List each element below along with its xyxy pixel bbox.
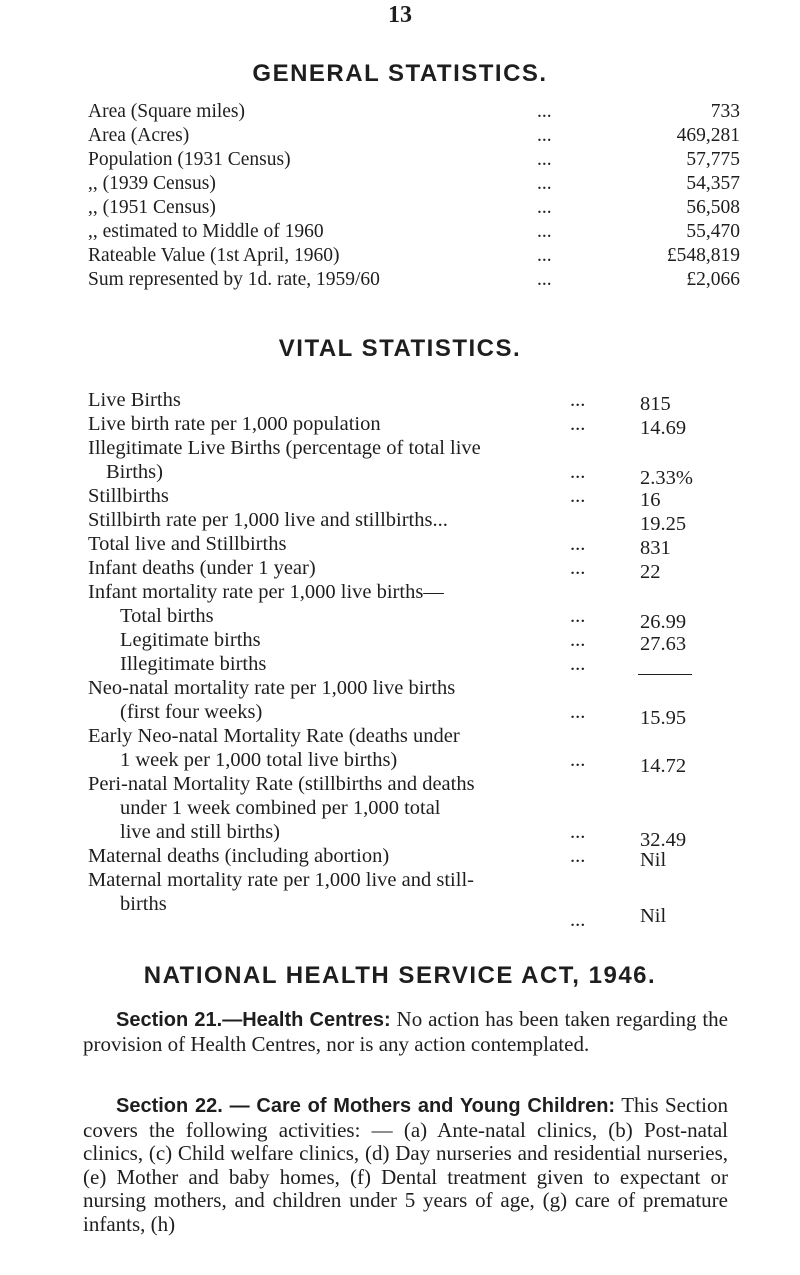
row-value: 32.49 <box>640 829 687 851</box>
table-row <box>0 820 800 851</box>
leader-dots: ... <box>537 125 552 146</box>
row-value: 55,470 <box>686 221 740 242</box>
table-row <box>0 676 800 700</box>
leader-dots: ... <box>570 413 586 435</box>
row-label: Illegitimate Live Births (percentage of total live <box>88 437 481 459</box>
leader-dots: ... <box>570 653 586 675</box>
table-row <box>0 844 800 871</box>
leader-dots: ... <box>537 101 552 122</box>
leader-dots: ... <box>570 533 586 555</box>
blank-value-dash <box>638 674 692 675</box>
table-row <box>0 724 800 748</box>
leader-dots: ... <box>570 629 586 651</box>
row-value: 16 <box>640 489 661 511</box>
row-label: Area (Square miles) <box>88 101 246 122</box>
row-value: 815 <box>640 393 671 415</box>
table-row <box>0 748 800 777</box>
row-value: 733 <box>710 101 740 122</box>
row-value: 54,357 <box>686 173 740 194</box>
row-value: £2,066 <box>686 269 740 290</box>
row-label: Total live and Stillbirths <box>88 533 287 555</box>
table-row <box>0 148 800 172</box>
row-value: 15.95 <box>640 707 687 729</box>
table-row <box>0 700 800 729</box>
section-21-text: No action has been taken regarding the provision of Health Centres, nor is any action contemplated. <box>83 1007 728 1056</box>
section-22-text: This Section covers the following activities: — (a) Ante-natal clinics, (b) Post-natal clinics, (c) Child welfare clinics, (d) Day nurseries and residential nurseries, (e) Mother and baby homes, (f) Dental treatment given to expectant or nursing mothers, and children under 5 years of age, (g) care of premature infants, (h) <box>83 1093 728 1236</box>
page-number: 13 <box>388 2 412 28</box>
leader-dots: ... <box>570 701 586 723</box>
table-row <box>0 772 800 796</box>
vital-statistics-heading: VITAL STATISTICS. <box>278 335 522 362</box>
row-label: Population (1931 Census) <box>88 149 291 170</box>
section-22-paragraph <box>83 1094 728 1236</box>
general-statistics-heading: GENERAL STATISTICS. <box>252 60 548 87</box>
row-label: Sum represented by 1d. rate, 1959/60 <box>88 269 380 290</box>
leader-dots: ... <box>570 461 586 483</box>
row-label: Infant deaths (under 1 year) <box>88 557 316 579</box>
row-label: births <box>120 893 167 915</box>
row-label: live and still births) <box>120 821 280 843</box>
section-21-heading: Section 21.—Health Centres: <box>116 1009 391 1031</box>
row-value: 56,508 <box>686 197 740 218</box>
row-label: Stillbirth rate per 1,000 live and stillbirths... <box>88 509 448 531</box>
table-row <box>0 892 800 931</box>
row-value: 57,775 <box>686 149 740 170</box>
table-row <box>0 556 800 583</box>
nhs-act-heading: NATIONAL HEALTH SERVICE ACT, 1946. <box>143 962 657 989</box>
leader-dots: ... <box>570 909 586 931</box>
table-row <box>0 220 800 244</box>
leader-dots: ... <box>537 149 552 170</box>
row-label: Maternal mortality rate per 1,000 live and still- <box>88 869 474 891</box>
table-row <box>0 796 800 820</box>
row-label: Births) <box>106 461 163 483</box>
table-row <box>0 868 800 892</box>
row-value: 19.25 <box>640 513 687 535</box>
section-22-heading: Section 22. — Care of Mothers and Young Children: <box>116 1095 616 1117</box>
leader-dots: ... <box>537 197 552 218</box>
table-row <box>0 460 800 489</box>
row-label: Live birth rate per 1,000 population <box>88 413 381 435</box>
leader-dots: ... <box>537 221 552 242</box>
row-label: Neo-natal mortality rate per 1,000 live births <box>88 677 456 699</box>
row-label: 1 week per 1,000 total live births) <box>120 749 398 771</box>
row-label: Infant mortality rate per 1,000 live births— <box>88 581 444 603</box>
row-value: 27.63 <box>640 633 687 655</box>
table-row <box>0 244 800 268</box>
row-label: (first four weeks) <box>120 701 263 723</box>
row-value: 14.72 <box>640 755 687 777</box>
row-value: Nil <box>640 905 667 927</box>
table-row <box>0 532 800 559</box>
row-value: 22 <box>640 561 661 583</box>
table-row <box>0 628 800 655</box>
table-row <box>0 604 800 633</box>
table-row <box>0 580 800 604</box>
leader-dots: ... <box>537 245 552 266</box>
row-value: Nil <box>640 849 667 871</box>
row-label: Peri-natal Mortality Rate (stillbirths and deaths <box>88 773 475 795</box>
row-label: under 1 week combined per 1,000 total <box>120 797 441 819</box>
row-label: Legitimate births <box>120 629 261 651</box>
row-label: ,, (1951 Census) <box>88 197 216 218</box>
table-row <box>0 508 800 535</box>
row-label: Live Births <box>88 389 181 411</box>
row-value: 14.69 <box>640 417 687 439</box>
table-row <box>0 388 800 415</box>
leader-dots: ... <box>537 269 552 290</box>
leader-dots: ... <box>570 605 586 627</box>
row-label: Total births <box>120 605 214 627</box>
table-row <box>0 652 800 676</box>
row-label: Stillbirths <box>88 485 169 507</box>
table-row <box>0 268 800 292</box>
row-label: Rateable Value (1st April, 1960) <box>88 245 340 266</box>
row-value: 2.33% <box>640 467 693 489</box>
row-value: £548,819 <box>666 245 740 266</box>
row-label: ,, estimated to Middle of 1960 <box>88 221 324 242</box>
row-value: 831 <box>640 537 671 559</box>
table-row <box>0 100 800 124</box>
table-row <box>0 436 800 460</box>
table-row <box>0 196 800 220</box>
leader-dots: ... <box>570 845 586 867</box>
table-row <box>0 412 800 439</box>
section-21-paragraph <box>83 1008 728 1056</box>
table-row <box>0 172 800 196</box>
row-label: Area (Acres) <box>88 125 190 146</box>
row-label: ,, (1939 Census) <box>88 173 216 194</box>
table-row <box>0 484 800 511</box>
row-value: 26.99 <box>640 611 687 633</box>
row-value: 469,281 <box>676 125 740 146</box>
row-label: Maternal deaths (including abortion) <box>88 845 390 867</box>
leader-dots: ... <box>570 485 586 507</box>
leader-dots: ... <box>570 821 586 843</box>
leader-dots: ... <box>570 389 586 411</box>
table-row <box>0 124 800 148</box>
leader-dots: ... <box>570 557 586 579</box>
row-label: Illegitimate births <box>120 653 267 675</box>
leader-dots: ... <box>537 173 552 194</box>
leader-dots: ... <box>570 749 586 771</box>
row-label: Early Neo-natal Mortality Rate (deaths under <box>88 725 460 747</box>
